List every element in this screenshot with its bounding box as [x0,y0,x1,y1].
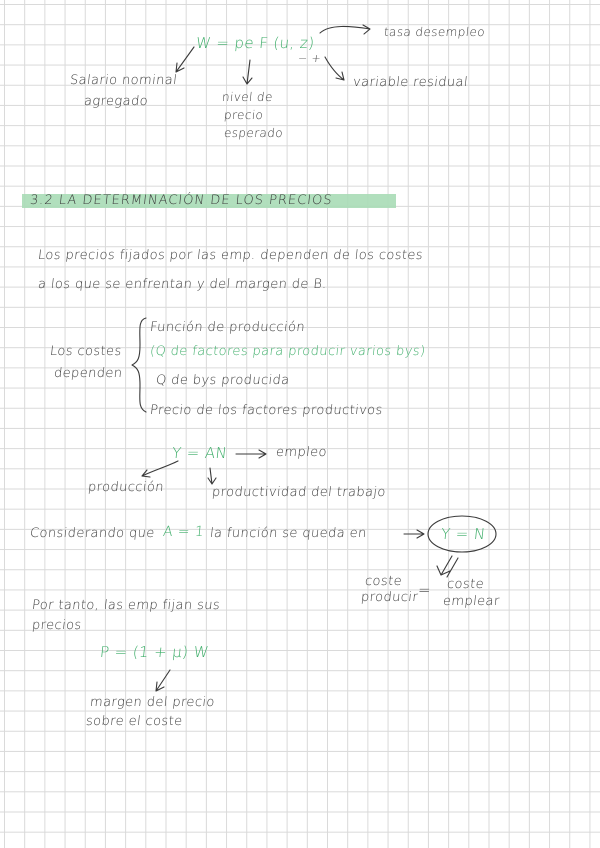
margen-label-2: sobre el coste [85,714,184,729]
produccion-label: producción [87,480,165,495]
result-equation: Y = N [440,525,487,543]
arrow-to-productividad [208,468,216,484]
variable-residual-label: variable residual [352,75,469,90]
a-equals-one: A = 1 [162,524,205,540]
salario-label-1: Salario nominal [69,73,178,88]
costs-label-2: dependen [53,366,124,381]
nivel-label-1: nivel de [221,90,274,104]
costs-item-1: Función de producción [149,320,306,335]
margen-label-1: margen del precio [89,695,216,710]
markup-equation: P = (1 + μ) W [99,643,210,661]
nivel-label-3: esperado [223,126,284,140]
costs-item-2: (Q de factores para producir varios bys) [149,344,427,359]
arrow-to-tasa [320,25,370,34]
nivel-label-2: precio [223,108,265,122]
productividad-label: productividad del trabajo [211,485,387,500]
costs-label-1: Los costes [49,344,123,359]
costs-item-3: Q de bys producida [155,373,291,388]
costs-brace [132,318,146,412]
production-equation: Y = AN [171,444,229,462]
coste-producir-1: coste [364,574,403,589]
considerando-text: Considerando que [29,526,156,541]
arrow-to-empleo [236,450,266,458]
tasa-desempleo-label: tasa desempleo [383,25,486,39]
wage-equation: W = pe F (u, z) [195,34,316,52]
arrow-to-nivel [243,60,252,84]
costs-item-4: Precio de los factores productivos [149,403,384,418]
intro-line-2: a los que se enfrentan y del margen de B. [37,277,328,292]
salario-label-2: agregado [83,94,149,109]
considerando-rest: la función se queda en [209,526,368,541]
empleo-label: empleo [275,445,328,460]
arrow-to-produccion [142,461,178,477]
pricing-line-2: precios [31,618,83,633]
coste-emplear-2: emplear [442,594,501,609]
coste-emplear-1: coste [446,577,485,592]
arrow-to-salario [176,47,194,72]
pricing-line-1: Por tanto, las emp fijan sus [31,598,221,613]
intro-line-1: Los precios fijados por las emp. dependen de los costes [37,248,424,263]
section-title: 3.2 LA DETERMINACIÓN DE LOS PRECIOS [29,193,334,208]
coste-producir-2: producir [360,590,419,605]
arrow-to-margen [156,670,170,691]
implies-arrow [437,556,458,577]
arrow-to-residual [325,57,344,80]
equation-signs: − + [297,52,322,65]
arrow-to-result [404,530,424,538]
equals-sign: = [417,581,432,599]
